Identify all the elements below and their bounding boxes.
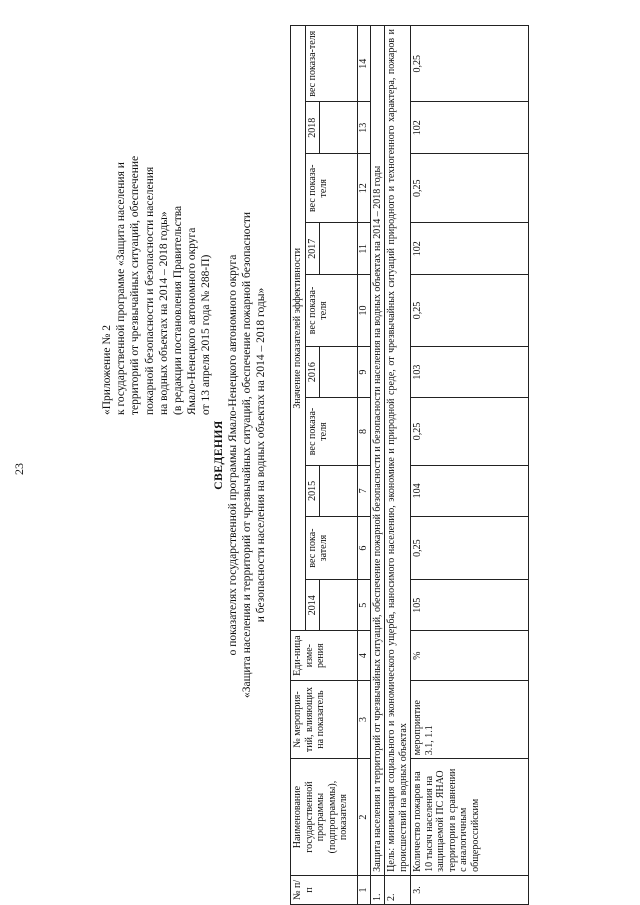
header-year-2015: 2015 — [305, 465, 320, 517]
header-year-blank — [320, 102, 358, 154]
header-year-blank — [320, 579, 358, 631]
appendix-line: «Приложение № 2 — [101, 325, 113, 415]
program-title: Защита населения и территорий от чрезвычайных ситуаций, обеспечение пожарной безопасности и безопасности населения на водных объектах на 2014 – 2018 годы — [370, 26, 385, 876]
column-number: 8 — [358, 398, 371, 465]
column-number: 14 — [358, 26, 371, 102]
indicator-row — [411, 26, 529, 905]
indicator-measures: мероприятие 3.1, 1.1 — [411, 680, 529, 758]
header-year-2014: 2014 — [305, 579, 320, 631]
value-2018: 102 — [411, 102, 529, 154]
page-number: 23 — [12, 463, 26, 475]
heading-line: о показателях государственной программы Ямало-Ненецкого автономного округа — [227, 254, 239, 656]
header-name: Наименование государственной программы (подпрограммы), показателя — [291, 759, 358, 876]
header-measures: № мероприя-тий, влияющих на показатель — [291, 680, 358, 758]
appendix-line: к государственной программе «Защита населения и — [115, 162, 128, 415]
row-num: 2. — [385, 875, 411, 904]
goal-text: Цель: минимизация социального и экономического ущерба, наносимого населению, экономике и природной среде, от чрезвычайных ситуаций природного и техногенного характера, пожаров и происшествий на водных объектах — [385, 26, 411, 876]
document-heading — [212, 125, 268, 785]
column-number: 11 — [358, 223, 371, 275]
header-values-group: Значение показателей эффективности — [291, 26, 306, 632]
column-number: 6 — [358, 517, 371, 580]
column-number: 13 — [358, 102, 371, 154]
column-number: 9 — [358, 346, 371, 398]
header-year-2018: 2018 — [305, 102, 320, 154]
row-num: 3. — [411, 875, 529, 904]
weight-2015: 0,25 — [411, 398, 529, 465]
indicator-unit: % — [411, 631, 529, 680]
appendix-line: Ямало-Ненецкого автономного округа — [186, 227, 199, 415]
header-weight: вес показа-теля — [305, 26, 358, 102]
column-number: 5 — [358, 579, 371, 631]
header-weight: вес пока-зателя — [305, 517, 358, 580]
header-year-2016: 2016 — [305, 346, 320, 398]
weight-2017: 0,25 — [411, 154, 529, 224]
value-2014: 105 — [411, 579, 529, 631]
column-number: 10 — [358, 275, 371, 347]
weight-2016: 0,25 — [411, 275, 529, 347]
appendix-line: на водных объектах на 2014 – 2018 годы» — [157, 211, 170, 415]
value-2015: 104 — [411, 465, 529, 517]
column-number: 12 — [358, 154, 371, 224]
header-unit: Еди-ница изме-рения — [291, 631, 358, 680]
column-number: 7 — [358, 465, 371, 517]
goal-row — [385, 26, 411, 905]
weight-2018: 0,25 — [411, 26, 529, 102]
column-number: 1 — [358, 875, 371, 904]
header-year-2017: 2017 — [305, 223, 320, 275]
header-weight: вес показа-теля — [305, 398, 358, 465]
column-numbers-row — [358, 26, 371, 905]
weight-2014: 0,25 — [411, 517, 529, 580]
column-number: 3 — [358, 680, 371, 758]
indicator-name: Количество пожаров на 10 тысяч населения на защищаемой ПС ЯНАО территории в сравнении с аналогичным общероссийским — [411, 759, 529, 876]
appendix-line: (в редакции постановления Правительства — [172, 205, 185, 415]
column-number: 2 — [358, 759, 371, 876]
indicators-table — [290, 25, 529, 905]
header-year-blank — [320, 465, 358, 517]
program-row — [370, 26, 385, 905]
document-title: СВЕДЕНИЯ — [213, 420, 225, 490]
header-num: № п/п — [291, 875, 358, 904]
appendix-line: пожарной безопасности и безопасности населения — [143, 166, 156, 415]
header-year-blank — [320, 223, 358, 275]
row-num: 1. — [370, 875, 385, 904]
heading-line: «Защита населения и территорий от чрезвычайных ситуаций, обеспечение пожарной безопасности — [241, 211, 253, 699]
header-year-blank — [320, 346, 358, 398]
header-weight: вес показа-теля — [305, 154, 358, 224]
value-2016: 103 — [411, 346, 529, 398]
header-weight: вес показа-теля — [305, 275, 358, 347]
appendix-note — [100, 85, 214, 415]
appendix-line: территорий от чрезвычайных ситуаций, обеспечение — [129, 155, 142, 415]
appendix-line: от 13 апреля 2015 года № 288-П) — [200, 254, 213, 415]
heading-line: и безопасности населения на водных объектах на 2014 – 2018 годы» — [255, 287, 267, 623]
column-number: 4 — [358, 631, 371, 680]
value-2017: 102 — [411, 223, 529, 275]
